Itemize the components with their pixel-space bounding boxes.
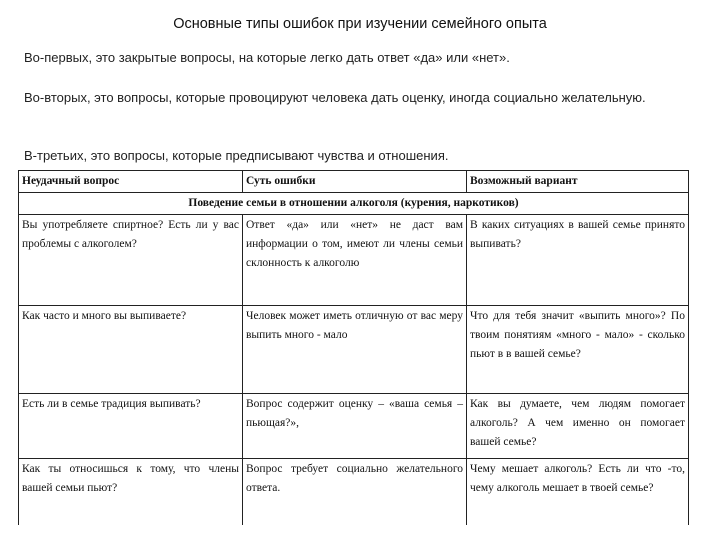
cell-error: Вопрос требует социально желательного ответа. (243, 459, 467, 526)
cell-variant: Как вы думаете, чем людям помогает алкоголь? А чем именно он помогает вашей семье? (467, 394, 689, 459)
errors-table (18, 170, 689, 525)
cell-error: Вопрос содержит оценку – «ваша семья – пьющая?», (243, 394, 467, 459)
paragraph-second: Во-вторых, это вопросы, которые провоцируют человека дать оценку, иногда социально желательную. (24, 90, 646, 105)
header-possible-variant: Возможный вариант (467, 171, 689, 193)
cell-error: Человек может иметь отличную от вас меру выпить много - мало (243, 306, 467, 394)
page-title: Основные типы ошибок при изучении семейного опыта (173, 16, 547, 32)
header-error-essence: Суть ошибки (243, 171, 467, 193)
table-header-row (19, 171, 689, 193)
cell-question: Как часто и много вы выпиваете? (19, 306, 243, 394)
cell-error: Ответ «да» или «нет» не даст вам информации о том, имеют ли члены семьи склонность к алкоголю (243, 215, 467, 306)
header-bad-question: Неудачный вопрос (19, 171, 243, 193)
cell-variant: Что для тебя значит «выпить много»? По твоим понятиям «много - мало» - сколько пьют в в вашей семье? (467, 306, 689, 394)
table-section-row (19, 193, 689, 215)
section-title: Поведение семьи в отношении алкоголя (курения, наркотиков) (19, 193, 689, 215)
cell-variant: В каких ситуациях в вашей семье принято выпивать? (467, 215, 689, 306)
cell-question: Как ты относишься к тому, что члены вашей семьи пьют? (19, 459, 243, 526)
cell-variant: Чему мешает алкоголь? Есть ли что -то, чему алкоголь мешает в твоей семье? (467, 459, 689, 526)
cell-question: Вы употребляете спиртное? Есть ли у вас проблемы с алкоголем? (19, 215, 243, 306)
paragraph-first: Во-первых, это закрытые вопросы, на которые легко дать ответ «да» или «нет». (24, 50, 510, 65)
table-row (19, 215, 689, 306)
cell-question: Есть ли в семье традиция выпивать? (19, 394, 243, 459)
table-row (19, 394, 689, 459)
table-row (19, 459, 689, 526)
paragraph-third: В-третьих, это вопросы, которые предписывают чувства и отношения. (24, 148, 449, 163)
table-row (19, 306, 689, 394)
